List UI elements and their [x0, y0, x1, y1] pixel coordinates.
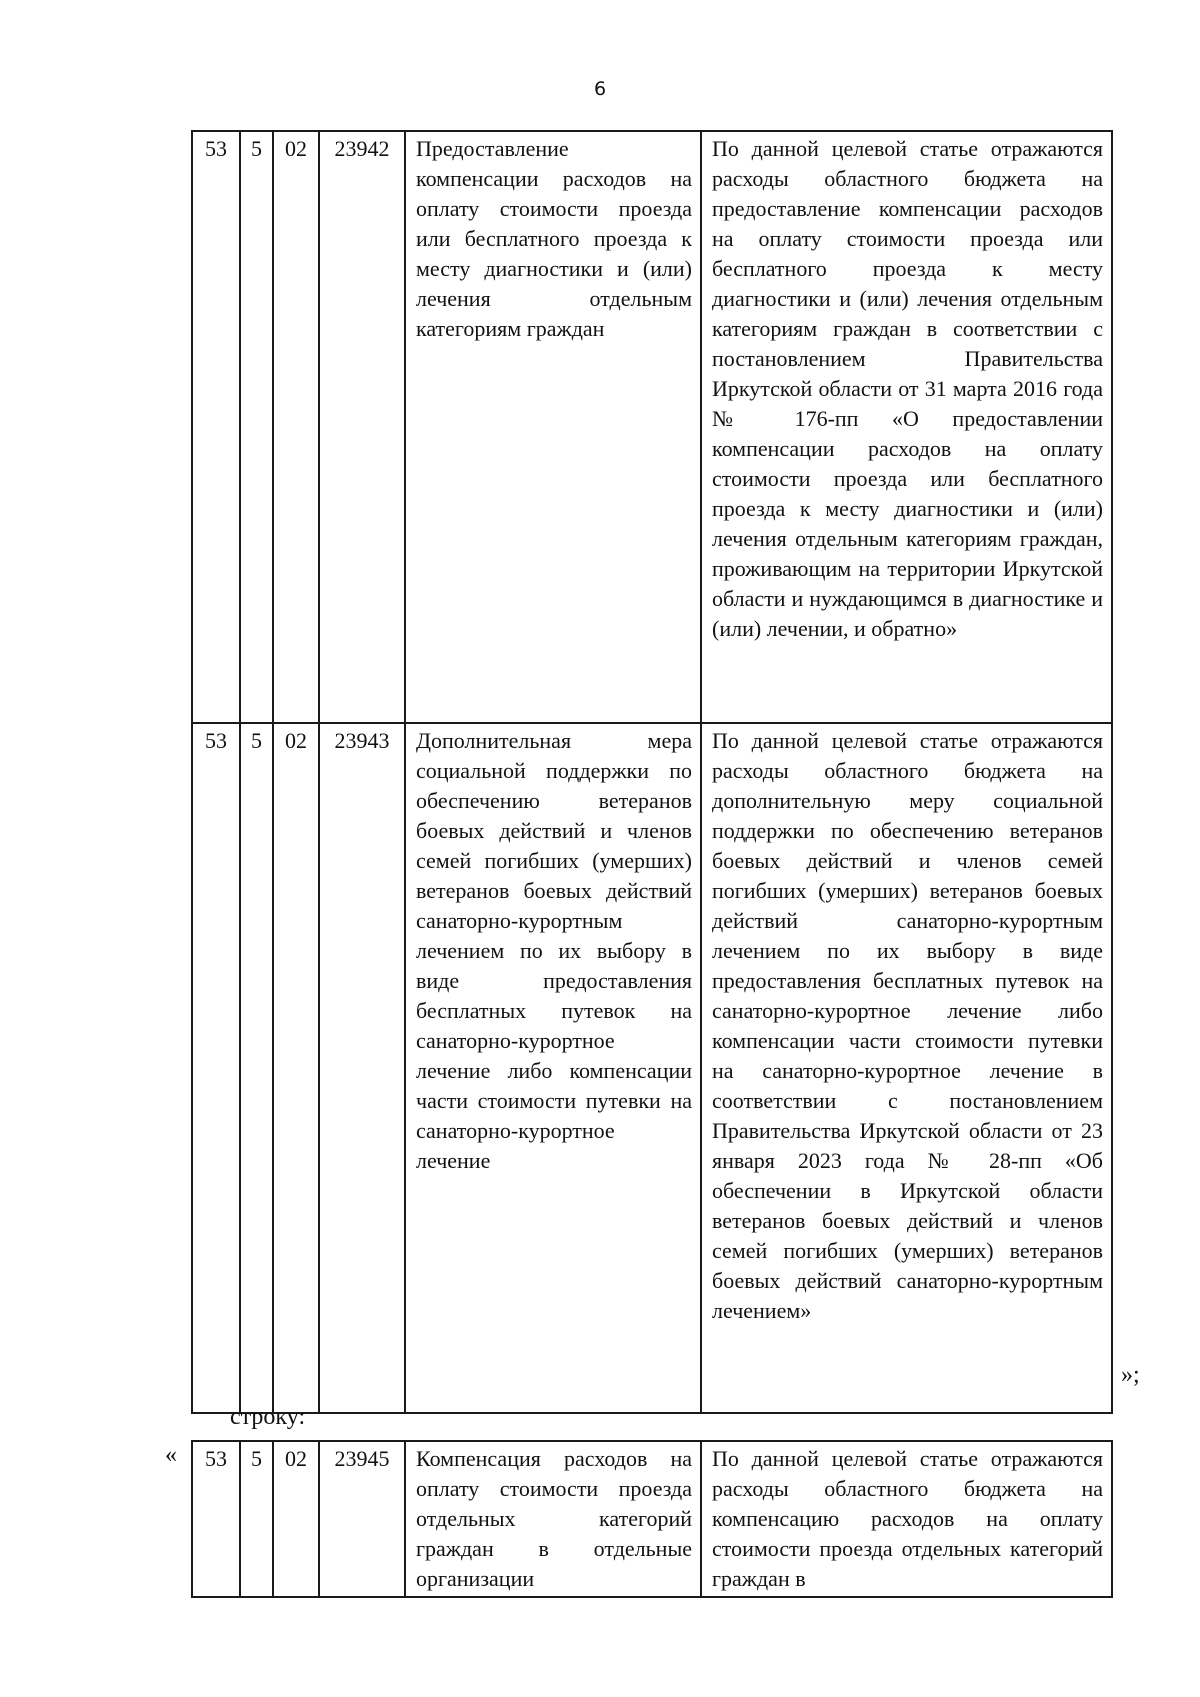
program-code-cell: 53 — [192, 723, 240, 1413]
article-description-cell: По данной целевой статье отражаются расходы областного бюджета на предоставление компенсации расходов на оплату стоимости проезда или бесплатного проезда к месту диагностики и (или) лечения отдельным категориям граждан в соответствии с постановлением Правительства Иркутской области от 31 марта 2016 года № 176-пп «О предоставлении компенсации расходов на оплату стоимости проезда или бесплатного проезда к месту диагностики и (или) лечения отдельным категориям граждан, проживающим на территории Иркутской области и нуждающимся в диагностике и (или) лечении, и обратно» — [701, 131, 1112, 723]
article-description-cell: По данной целевой статье отражаются расходы областного бюджета на компенсацию расходов на оплату стоимости проезда отдельных категорий граждан в — [701, 1441, 1112, 1597]
event-code-cell: 02 — [273, 1441, 319, 1597]
closing-quote-mark: »; — [1121, 1362, 1140, 1388]
subprogram-code-cell: 5 — [240, 723, 273, 1413]
opening-quote-mark: « — [165, 1442, 177, 1468]
article-name-cell: Дополнительная мера социальной поддержки по обеспечению ветеранов боевых действий и членов семей погибших (умерших) ветеранов боевых действий санаторно-курортным лечением по их выбору в виде предоставления бесплатных путевок на санаторно-курортное лечение либо компенсации части стоимости путевки на санаторно-курортное лечение — [405, 723, 701, 1413]
article-name-cell: Предоставление компенсации расходов на оплату стоимости проезда или бесплатного проезда к месту диагностики и (или) лечения отдельным категориям граждан — [405, 131, 701, 723]
subprogram-code-cell: 5 — [240, 131, 273, 723]
article-name-cell: Компенсация расходов на оплату стоимости проезда отдельных категорий граждан в отдельные организации — [405, 1441, 701, 1597]
direction-code-cell: 23943 — [319, 723, 405, 1413]
table-row — [192, 131, 1112, 723]
subprogram-code-cell: 5 — [240, 1441, 273, 1597]
article-description-cell: По данной целевой статье отражаются расходы областного бюджета на дополнительную меру социальной поддержки по обеспечению ветеранов боевых действий и членов семей погибших (умерших) ветеранов боевых действий санаторно-курортным лечением по их выбору в виде предоставления бесплатных путевок на санаторно-курортное лечение либо компенсации части стоимости путевки на санаторно-курортное лечение в соответствии с постановлением Правительства Иркутской области от 23 января 2023 года № 28-пп «Об обеспечении в Иркутской области ветеранов боевых действий и членов семей погибших (умерших) ветеранов боевых действий санаторно-курортным лечением» — [701, 723, 1112, 1413]
event-code-cell: 02 — [273, 723, 319, 1413]
program-code-cell: 53 — [192, 131, 240, 723]
insert-row-caption: строку: — [230, 1404, 306, 1430]
table-row — [192, 723, 1112, 1413]
new-row-table — [191, 1440, 1113, 1598]
page-number: 6 — [593, 78, 607, 100]
direction-code-cell: 23945 — [319, 1441, 405, 1597]
program-code-cell: 53 — [192, 1441, 240, 1597]
table-row — [192, 1441, 1112, 1597]
event-code-cell: 02 — [273, 131, 319, 723]
direction-code-cell: 23942 — [319, 131, 405, 723]
budget-codes-table — [191, 130, 1113, 1414]
